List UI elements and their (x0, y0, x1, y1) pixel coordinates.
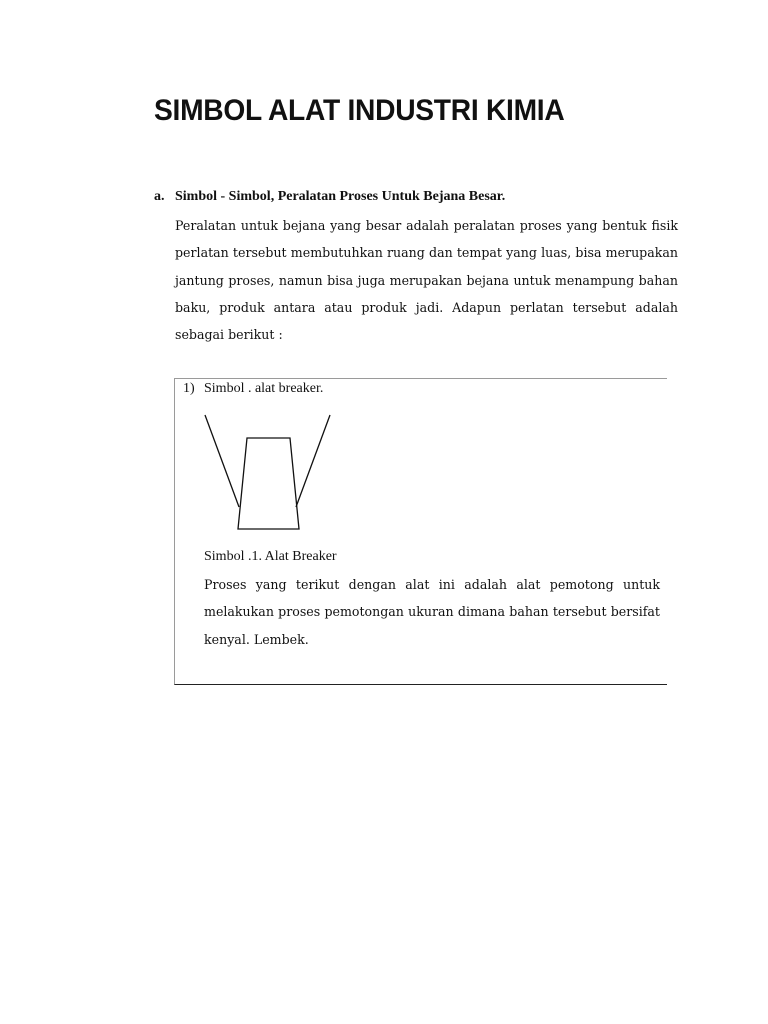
figure-caption: Simbol .1. Alat Breaker (204, 549, 337, 564)
figure-description: Proses yang terikut dengan alat ini adalah alat pemotong untuk melakukan proses pemotongan ukuran dimana bahan tersebut bersifat kenyal. Lembek. (204, 577, 660, 647)
section-body: Peralatan untuk bejana yang besar adalah peralatan proses yang bentuk fisik perlatan tersebut membutuhkan ruang dan tempat yang luas, bisa merupakan jantung proses, namun bisa juga merupakan bejana untuk menampung bahan baku, produk antara atau produk jadi. Adapun perlatan tersebut adalah sebagai berikut : (175, 218, 678, 343)
item-title: Simbol . alat breaker. (204, 381, 324, 396)
section-marker: a. (154, 189, 165, 204)
symbol-box (174, 378, 667, 685)
item-number: 1) (183, 381, 195, 396)
breaker-right-arm (296, 415, 330, 507)
breaker-body (238, 438, 299, 529)
section-heading: Simbol - Simbol, Peralatan Proses Untuk Bejana Besar. (175, 189, 506, 204)
page-title: SIMBOL ALAT INDUSTRI KIMIA (154, 94, 565, 127)
breaker-left-arm (205, 415, 239, 507)
breaker-symbol-icon (199, 409, 339, 534)
